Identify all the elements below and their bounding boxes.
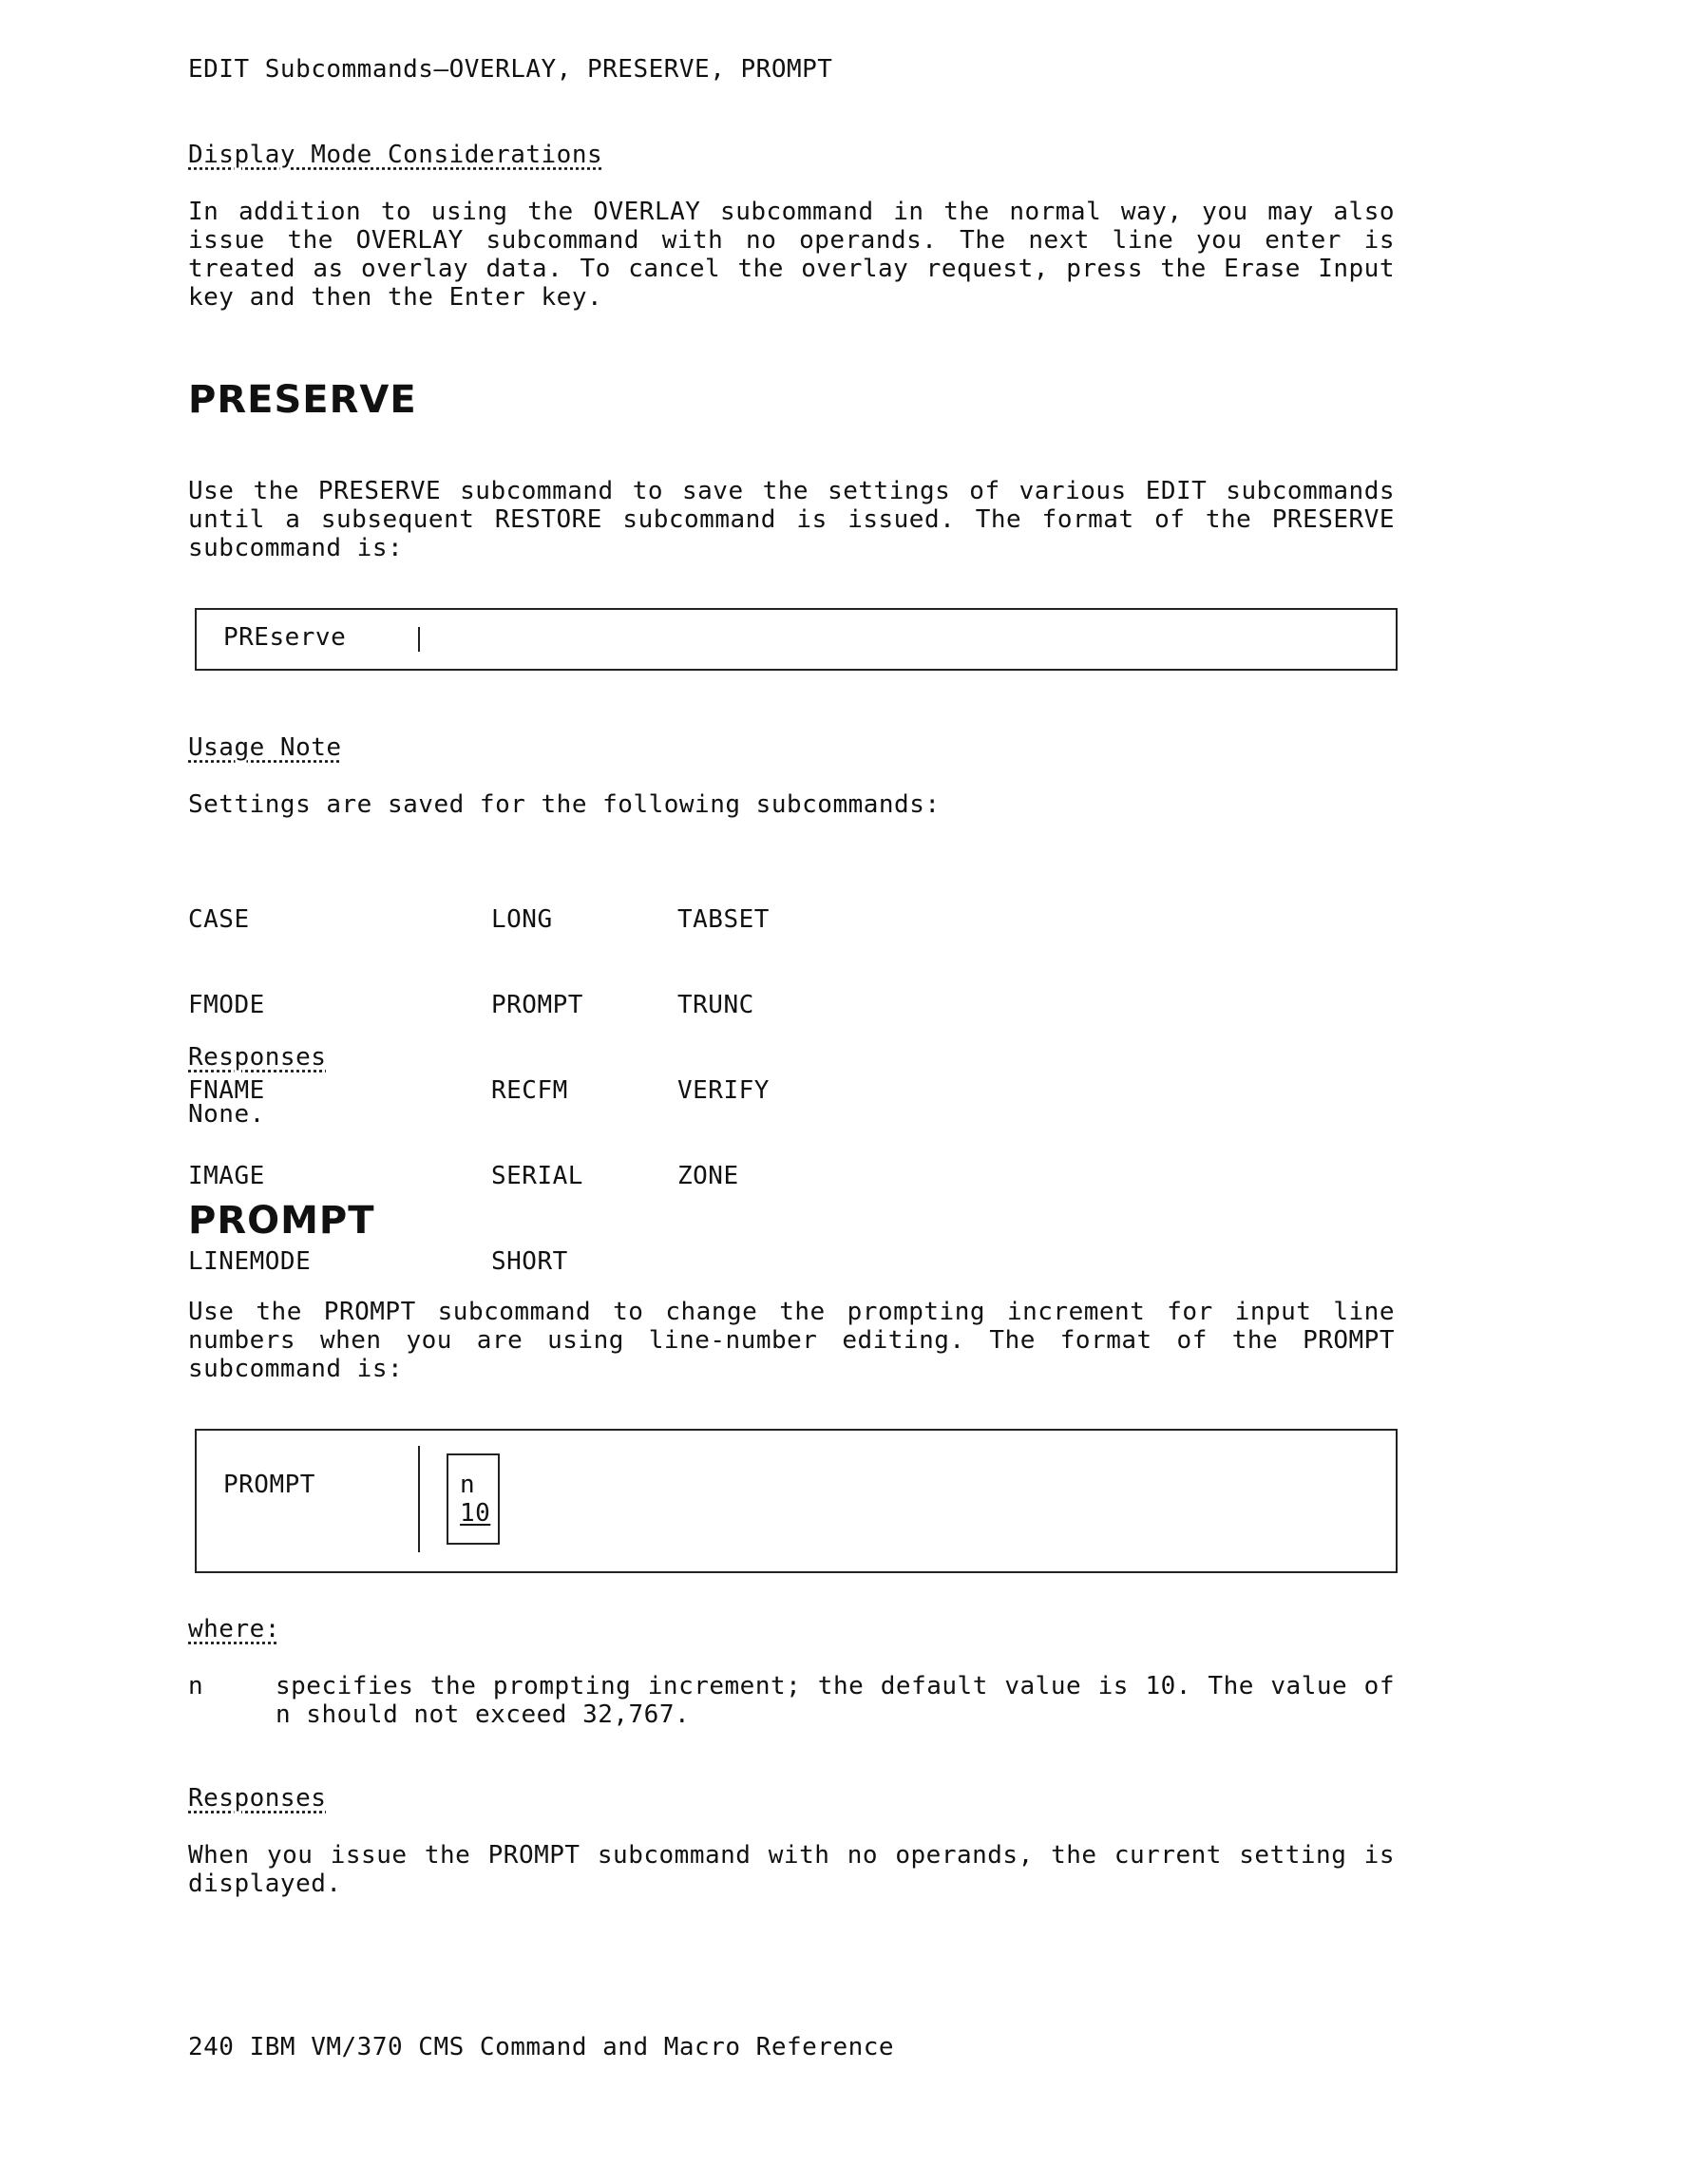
preserve-responses-text: None. [188,1100,265,1129]
list-item: SHORT [491,1247,568,1276]
preserve-format-box [195,608,1398,671]
prompt-format-command: PROMPT [223,1471,315,1499]
page-footer: 240 IBM VM/370 CMS Command and Macro Reference [188,2033,895,2061]
list-item: FMODE [188,991,265,1019]
subcommand-column-2 [491,848,583,1304]
preserve-responses-heading: Responses [188,1043,327,1072]
usage-note-text: Settings are saved for the following subcommands: [188,790,941,819]
list-item: SERIAL [491,1162,583,1190]
prompt-responses-text: When you issue the PROMPT subcommand with no operands, the current setting is displayed. [188,1841,1395,1898]
list-item: RECFM [491,1076,568,1105]
prompt-operand: n [460,1471,476,1499]
usage-note-heading: Usage Note [188,733,342,762]
list-item: VERIFY [677,1076,770,1105]
list-item: TABSET [677,905,770,934]
list-item: ZONE [677,1162,739,1190]
prompt-responses-heading: Responses [188,1784,327,1813]
subcommand-column-3 [677,848,770,1219]
list-item: TRUNC [677,991,754,1019]
list-item: PROMPT [491,991,583,1019]
param-name: n [188,1672,204,1700]
prompt-format-divider [418,1446,420,1552]
display-mode-text: In addition to using the OVERLAY subcommand in the normal way, you may also issue the OVERLAY subcommand with no operands. The next line you enter is treated as overlay data. To cancel the overlay request, press the Erase Input key and then the Enter key. [188,198,1395,312]
preserve-intro: Use the PRESERVE subcommand to save the settings of various EDIT subcommands until a subsequent RESTORE subcommand is issued. The format of the PRESERVE subcommand is: [188,477,1395,562]
list-item: FNAME [188,1076,265,1105]
list-item: CASE [188,905,250,934]
running-header: EDIT Subcommands—OVERLAY, PRESERVE, PROMPT [188,55,833,84]
preserve-title: PRESERVE [188,378,417,422]
where-heading: where: [188,1615,280,1643]
list-item: LONG [491,905,553,934]
preserve-format-divider [418,627,420,652]
list-item: IMAGE [188,1162,265,1190]
list-item: LINEMODE [188,1247,312,1276]
param-description: specifies the prompting increment; the default value is 10. The value of n should not exceed 32,767. [276,1672,1395,1729]
preserve-format-command: PREserve [223,623,347,652]
prompt-format-box [195,1429,1398,1573]
prompt-intro: Use the PROMPT subcommand to change the prompting increment for input line numbers when you are using line-number editing. The format of the PROMPT subcommand is: [188,1298,1395,1383]
prompt-title: PROMPT [188,1199,375,1243]
display-mode-heading: Display Mode Considerations [188,141,603,169]
prompt-default-operand: 10 [460,1499,491,1528]
